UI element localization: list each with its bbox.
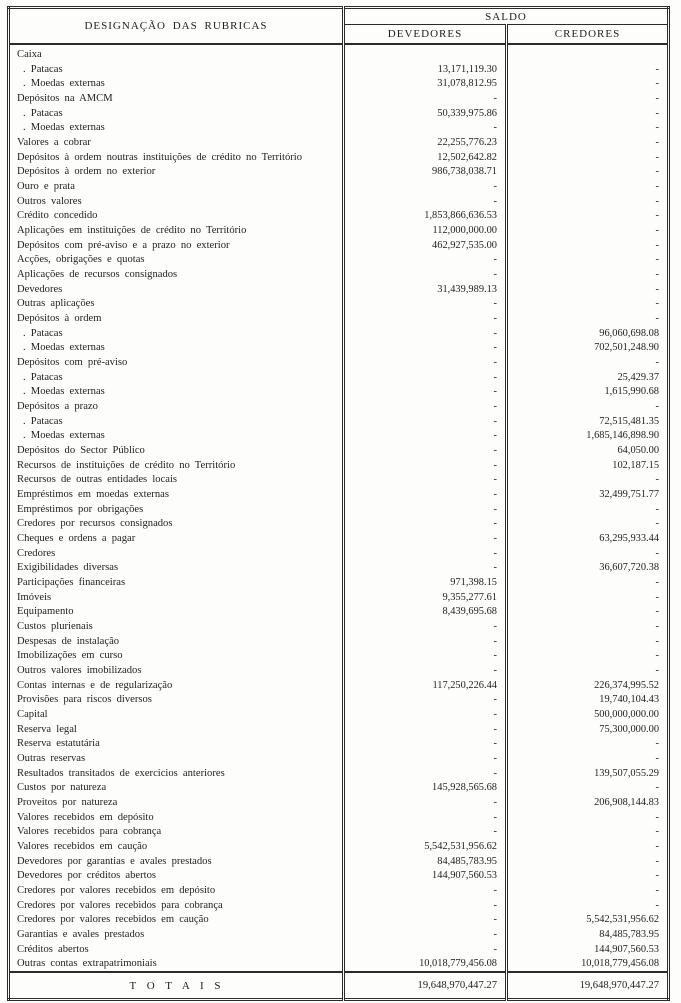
rubric-label: Depósitos na AMCM <box>17 92 113 104</box>
devedores-value: 971,398.15 <box>344 575 507 590</box>
totals-devedores-value: 19,648,970,447.27 <box>344 972 507 1000</box>
rubric-label: Devedores <box>17 283 63 295</box>
credores-value: 102,187.15 <box>507 458 669 473</box>
credores-value: - <box>507 296 669 311</box>
devedores-value: - <box>344 546 507 561</box>
credores-value: - <box>507 311 669 326</box>
credores-value: - <box>507 517 669 532</box>
credores-value: - <box>507 634 669 649</box>
table-row <box>9 869 669 884</box>
credores-value: - <box>507 619 669 634</box>
table-row <box>9 781 669 796</box>
credores-value: 96,060,698.08 <box>507 326 669 341</box>
table-row <box>9 707 669 722</box>
table-row <box>9 722 669 737</box>
credores-value: 72,515,481.35 <box>507 414 669 429</box>
rubric-label: Devedores por garantias e avales prestados <box>17 855 212 867</box>
devedores-value: - <box>344 531 507 546</box>
table-row <box>9 120 669 135</box>
devedores-value: - <box>344 913 507 928</box>
devedores-value: - <box>344 443 507 458</box>
credores-value: 1,615,990.68 <box>507 384 669 399</box>
rubric-label: Empréstimos em moedas externas <box>17 488 169 500</box>
table-row <box>9 208 669 223</box>
table-row <box>9 487 669 502</box>
credores-value: 84,485,783.95 <box>507 927 669 942</box>
devedores-value: - <box>344 810 507 825</box>
table-body <box>9 44 669 972</box>
devedores-value: - <box>344 472 507 487</box>
rubric-label: Valores recebidos em depósito <box>17 811 154 823</box>
table-row <box>9 164 669 179</box>
table-row <box>9 44 669 62</box>
devedores-value: - <box>344 561 507 576</box>
rubric-label: Participações financeiras <box>17 577 126 589</box>
rubric-label: Reserva estatutária <box>17 738 100 750</box>
credores-value: - <box>507 282 669 297</box>
credores-value: - <box>507 649 669 664</box>
table-row <box>9 311 669 326</box>
credores-value: - <box>507 854 669 869</box>
rubric-label: Imóveis <box>17 591 52 603</box>
table-row <box>9 428 669 443</box>
devedores-value: - <box>344 619 507 634</box>
credores-value: - <box>507 194 669 209</box>
table-row <box>9 62 669 77</box>
credores-value: - <box>507 267 669 282</box>
table-row <box>9 370 669 385</box>
devedores-value: - <box>344 120 507 135</box>
devedores-value: 144,907,560.53 <box>344 869 507 884</box>
rubric-label: Valores recebidos em caução <box>17 841 148 853</box>
devedores-value: - <box>344 370 507 385</box>
devedores-value: - <box>344 194 507 209</box>
credores-value: - <box>507 135 669 150</box>
credores-value: - <box>507 869 669 884</box>
credores-value: - <box>507 91 669 106</box>
devedores-value: - <box>344 649 507 664</box>
rubric-label: Outras contas extrapatrimoniais <box>17 958 157 970</box>
credores-value: - <box>507 399 669 414</box>
rubric-label: Proveitos por natureza <box>17 797 118 809</box>
rubric-label: Outros valores imobilizados <box>17 665 142 677</box>
table-row <box>9 957 669 973</box>
devedores-value: - <box>344 825 507 840</box>
rubric-label: Devedores por créditos abertos <box>17 870 156 882</box>
rubric-label: Valores a cobrar <box>17 136 91 148</box>
rubric-label: Exigibilidades diversas <box>17 562 119 574</box>
devedores-value: 31,078,812.95 <box>344 76 507 91</box>
devedores-value: - <box>344 311 507 326</box>
credores-value: - <box>507 120 669 135</box>
table-row <box>9 854 669 869</box>
credores-value: 25,429.37 <box>507 370 669 385</box>
devedores-value: - <box>344 414 507 429</box>
rubric-label: Outros valores <box>17 195 82 207</box>
credores-value: 32,499,751.77 <box>507 487 669 502</box>
credores-value: - <box>507 150 669 165</box>
credores-value <box>507 44 669 62</box>
table-row <box>9 355 669 370</box>
devedores-value: - <box>344 663 507 678</box>
rubric-label: . Moedas externas <box>23 386 105 398</box>
table-row <box>9 472 669 487</box>
credores-value: - <box>507 223 669 238</box>
credores-value: 702,501,248.90 <box>507 340 669 355</box>
table-row <box>9 913 669 928</box>
rubric-label: . Patacas <box>23 415 63 427</box>
credores-value: 139,507,055.29 <box>507 766 669 781</box>
credores-value: - <box>507 751 669 766</box>
credores-value: 1,685,146,898.90 <box>507 428 669 443</box>
credores-value: 5,542,531,956.62 <box>507 913 669 928</box>
table-row <box>9 340 669 355</box>
credores-value: 206,908,144.83 <box>507 795 669 810</box>
devedores-value: - <box>344 267 507 282</box>
credores-value: - <box>507 252 669 267</box>
table-row <box>9 693 669 708</box>
table-row <box>9 384 669 399</box>
rubric-label: . Patacas <box>23 107 63 119</box>
rubric-label: Depósitos à ordem no exterior <box>17 166 156 178</box>
rubric-label: Provisões para riscos diversos <box>17 694 152 706</box>
credores-value: - <box>507 106 669 121</box>
rubric-label: . Patacas <box>23 371 63 383</box>
credores-value: - <box>507 208 669 223</box>
rubric-label: Aplicações em instituições de crédito no Território <box>17 224 247 236</box>
devedores-value: 50,339,975.86 <box>344 106 507 121</box>
credores-value: - <box>507 605 669 620</box>
devedores-value: - <box>344 942 507 957</box>
rubric-label: . Moedas externas <box>23 122 105 134</box>
credores-value: - <box>507 355 669 370</box>
table-row <box>9 502 669 517</box>
table-row <box>9 561 669 576</box>
devedores-value: 145,928,565.68 <box>344 781 507 796</box>
devedores-value: - <box>344 883 507 898</box>
devedores-value: - <box>344 384 507 399</box>
table-row <box>9 252 669 267</box>
devedores-value: 112,000,000.00 <box>344 223 507 238</box>
rubric-label: Credores <box>17 547 56 559</box>
table-row <box>9 575 669 590</box>
rubric-label: Credores por recursos consignados <box>17 518 173 530</box>
rubric-label: Custos plurienais <box>17 621 93 633</box>
rubric-label: Acções, obrigações e quotas <box>17 254 145 266</box>
table-row <box>9 795 669 810</box>
rubric-label: Depósitos à ordem <box>17 312 102 324</box>
rubric-label: Depósitos do Sector Público <box>17 444 145 456</box>
rubric-label: Aplicações de recursos consignados <box>17 268 178 280</box>
devedores-value: - <box>344 458 507 473</box>
rubric-label: Depósitos com pré-aviso <box>17 356 128 368</box>
rubric-label: . Patacas <box>23 63 63 75</box>
table-row <box>9 766 669 781</box>
rubric-label: Credores por valores recebidos para cobrança <box>17 899 223 911</box>
credores-value: - <box>507 164 669 179</box>
rubric-label: Resultados transitados de exercicios anteriores <box>17 767 225 779</box>
credores-value: - <box>507 590 669 605</box>
devedores-value: - <box>344 898 507 913</box>
devedores-value: - <box>344 517 507 532</box>
credores-value: - <box>507 575 669 590</box>
table-row <box>9 238 669 253</box>
table-row <box>9 825 669 840</box>
table-row <box>9 223 669 238</box>
table-row <box>9 810 669 825</box>
rubric-label: Valores recebidos para cobrança <box>17 826 162 838</box>
devedores-value: 8,439,695.68 <box>344 605 507 620</box>
table-row <box>9 942 669 957</box>
devedores-value: - <box>344 766 507 781</box>
devedores-value: - <box>344 326 507 341</box>
table-row <box>9 546 669 561</box>
table-row <box>9 737 669 752</box>
devedores-value: - <box>344 296 507 311</box>
rubric-label: . Moedas externas <box>23 342 105 354</box>
table-row <box>9 927 669 942</box>
rubric-label: Outras aplicações <box>17 298 95 310</box>
devedores-value: 13,171,119.30 <box>344 62 507 77</box>
table-row <box>9 590 669 605</box>
rubric-label: Empréstimos por obrigações <box>17 503 144 515</box>
credores-value: 10,018,779,456.08 <box>507 957 669 973</box>
credores-value: - <box>507 502 669 517</box>
rubric-label: Contas internas e de regularização <box>17 679 173 691</box>
table-header <box>9 8 669 45</box>
devedores-value: 117,250,226.44 <box>344 678 507 693</box>
rubric-label: Crédito concedido <box>17 210 98 222</box>
devedores-value: - <box>344 179 507 194</box>
totals-section <box>9 972 669 1000</box>
devedores-value: - <box>344 634 507 649</box>
table-row <box>9 751 669 766</box>
rubric-label: Recursos de outras entidades locais <box>17 474 178 486</box>
table-row <box>9 194 669 209</box>
credores-value: - <box>507 472 669 487</box>
credores-value: - <box>507 839 669 854</box>
credores-value: 19,740,104.43 <box>507 693 669 708</box>
rubric-label: Depósitos a prazo <box>17 400 98 412</box>
credores-value: - <box>507 179 669 194</box>
credores-value: - <box>507 76 669 91</box>
table-row <box>9 663 669 678</box>
table-row <box>9 150 669 165</box>
credores-value: - <box>507 898 669 913</box>
rubric-label: Capital <box>17 709 48 721</box>
rubric-label: Outras reservas <box>17 753 86 765</box>
rubric-label: Despesas de instalação <box>17 635 120 647</box>
credores-value: - <box>507 883 669 898</box>
rubric-label: . Moedas externas <box>23 430 105 442</box>
column-header-devedores: DEVEDORES <box>344 25 507 44</box>
table-row <box>9 326 669 341</box>
table-row <box>9 458 669 473</box>
credores-value: - <box>507 62 669 77</box>
devedores-value: - <box>344 487 507 502</box>
devedores-value: - <box>344 927 507 942</box>
devedores-value: - <box>344 355 507 370</box>
devedores-value: - <box>344 737 507 752</box>
devedores-value: 5,542,531,956.62 <box>344 839 507 854</box>
table-row <box>9 898 669 913</box>
devedores-value: - <box>344 502 507 517</box>
rubric-label: . Patacas <box>23 327 63 339</box>
table-row <box>9 605 669 620</box>
totals-label: T O T A I S <box>9 972 344 1000</box>
rubric-label: Credores por valores recebidos em depósito <box>17 885 216 897</box>
table-row <box>9 282 669 297</box>
devedores-value: - <box>344 252 507 267</box>
table-row <box>9 179 669 194</box>
table-row <box>9 76 669 91</box>
credores-value: - <box>507 663 669 678</box>
devedores-value: 10,018,779,456.08 <box>344 957 507 973</box>
devedores-value: - <box>344 340 507 355</box>
rubric-label: Caixa <box>17 48 42 60</box>
rubric-label: Credores por valores recebidos em caução <box>17 914 209 926</box>
credores-value: - <box>507 810 669 825</box>
devedores-value: - <box>344 795 507 810</box>
rubric-label: Depósitos com pré-aviso e a prazo no exterior <box>17 239 230 251</box>
devedores-value: - <box>344 751 507 766</box>
rubric-label: Garantias e avales prestados <box>17 929 145 941</box>
devedores-value: - <box>344 693 507 708</box>
table-row <box>9 883 669 898</box>
table-row <box>9 634 669 649</box>
devedores-value: - <box>344 428 507 443</box>
rubric-label: Créditos abertos <box>17 943 89 955</box>
devedores-value: - <box>344 91 507 106</box>
column-header-rubricas: DESIGNAÇÃO DAS RUBRICAS <box>9 8 344 45</box>
devedores-value: - <box>344 722 507 737</box>
credores-value: 63,295,933.44 <box>507 531 669 546</box>
table-row <box>9 619 669 634</box>
credores-value: 226,374,995.52 <box>507 678 669 693</box>
rubric-label: Reserva legal <box>17 723 77 735</box>
devedores-value: 986,738,038.71 <box>344 164 507 179</box>
table-row <box>9 135 669 150</box>
devedores-value: 12,502,642.82 <box>344 150 507 165</box>
rubric-label: Cheques e ordens a pagar <box>17 533 136 544</box>
table-row <box>9 649 669 664</box>
rubric-label: Depósitos à ordem noutras instituições de crédito no Território <box>17 151 303 163</box>
rubric-label: Equipamento <box>17 606 74 618</box>
table-row <box>9 414 669 429</box>
rubric-label: Recursos de instituições de crédito no Território <box>17 459 236 471</box>
credores-value: - <box>507 737 669 752</box>
rubric-label: Ouro e prata <box>17 180 75 192</box>
credores-value: 64,050.00 <box>507 443 669 458</box>
table-row <box>9 91 669 106</box>
rubric-label: . Moedas externas <box>23 78 105 90</box>
devedores-value: - <box>344 399 507 414</box>
devedores-value: 31,439,989.13 <box>344 282 507 297</box>
column-header-credores: CREDORES <box>507 25 669 44</box>
table-row <box>9 106 669 121</box>
credores-value: 500,000,000.00 <box>507 707 669 722</box>
table-row <box>9 443 669 458</box>
devedores-value: 462,927,535.00 <box>344 238 507 253</box>
credores-value: - <box>507 781 669 796</box>
credores-value: - <box>507 825 669 840</box>
table-row <box>9 531 669 546</box>
credores-value: 75,300,000.00 <box>507 722 669 737</box>
rubric-label: Imobilizações em curso <box>17 650 123 662</box>
table-row <box>9 839 669 854</box>
totals-row <box>9 972 669 1000</box>
rubric-label: Custos por natureza <box>17 782 107 794</box>
credores-value: - <box>507 546 669 561</box>
table-row <box>9 296 669 311</box>
balance-sheet-table <box>7 6 670 1001</box>
totals-credores-value: 19,648,970,447.27 <box>507 972 669 1000</box>
devedores-value <box>344 44 507 62</box>
devedores-value: 9,355,277.61 <box>344 590 507 605</box>
devedores-value: - <box>344 707 507 722</box>
devedores-value: 1,853,866,636.53 <box>344 208 507 223</box>
table-row <box>9 517 669 532</box>
table-row <box>9 267 669 282</box>
credores-value: 144,907,560.53 <box>507 942 669 957</box>
table-row <box>9 399 669 414</box>
devedores-value: 84,485,783.95 <box>344 854 507 869</box>
column-header-saldo: SALDO <box>344 8 669 25</box>
credores-value: 36,607,720.38 <box>507 561 669 576</box>
credores-value: - <box>507 238 669 253</box>
table-row <box>9 678 669 693</box>
devedores-value: 22,255,776.23 <box>344 135 507 150</box>
